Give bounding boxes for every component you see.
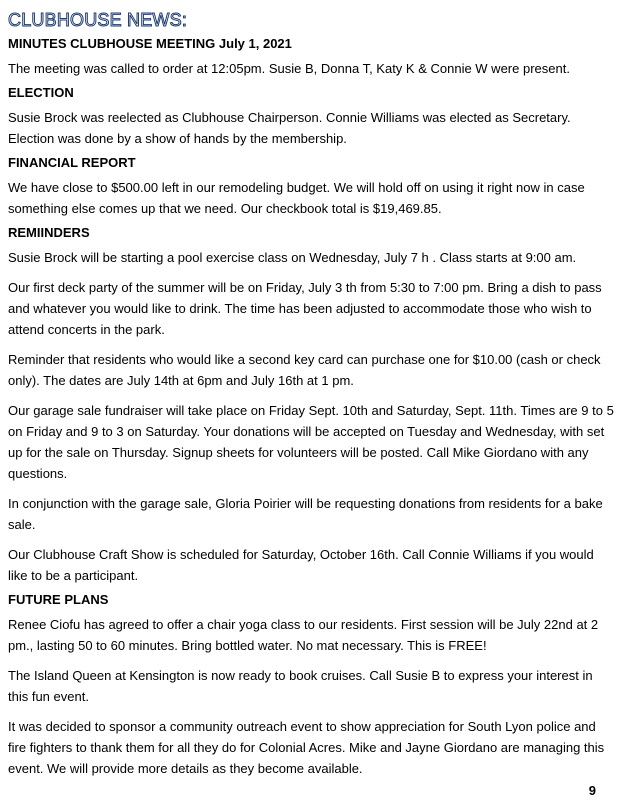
reminder-paragraph: Our garage sale fundraiser will take place on Friday Sept. 10th and Saturday, Sept. 11th. Times are 9 to 5 on Friday and 9 to 3 on Saturday. Your donations will be accepted on Tuesday and Wednesday, with set up for the sale on Thursday. Signup sheets for volunteers will be posted. Call Mike Giordano with any questions. (8, 403, 614, 481)
reminder-paragraph: Susie Brock will be starting a pool exercise class on Wednesday, July 7 h . Class starts at 9:00 am. (8, 250, 577, 265)
newsletter-title: CLUBHOUSE NEWS: (8, 10, 188, 30)
page-number: 9 (588, 783, 596, 798)
election-paragraph: Susie Brock was reelected as Clubhouse Chairperson. Connie Williams was elected as Secretary. Election was done by a show of hands by the membership. (8, 110, 571, 146)
future-plans-paragraph: Renee Ciofu has agreed to offer a chair yoga class to our residents. First session will be July 22nd at 2 pm., lasting 50 to 60 minutes. Bring bottled water. No mat necessary. This is FREE! (8, 617, 599, 653)
reminder-paragraph: Our Clubhouse Craft Show is scheduled for Saturday, October 16th. Call Connie Williams if you would like to be a participant. (8, 547, 594, 583)
minutes-paragraph: The meeting was called to order at 12:05pm. Susie B, Donna T, Katy K & Connie W were present. (8, 61, 570, 76)
section-heading-election: ELECTION (8, 85, 74, 100)
reminder-paragraph: In conjunction with the garage sale, Gloria Poirier will be requesting donations from residents for a bake sale. (8, 496, 603, 532)
newsletter-page (8, 10, 616, 779)
future-plans-paragraph: The Island Queen at Kensington is now ready to book cruises. Call Susie B to express your interest in this fun event. (8, 668, 593, 704)
reminder-paragraph: Our first deck party of the summer will be on Friday, July 3 th from 5:30 to 7:00 pm. Bring a dish to pass and whatever you would like to drink. The time has been adjusted to accommodate those who wish to attend concerts in the park. (8, 280, 602, 337)
section-heading-reminders: REMIINDERS (8, 225, 90, 240)
future-plans-paragraph: It was decided to sponsor a community outreach event to show appreciation for South Lyon police and fire fighters to thank them for all they do for Colonial Acres. Mike and Jayne Giordano are managing this event. We will provide more details as they become available. (8, 719, 605, 776)
reminder-paragraph: Reminder that residents who would like a second key card can purchase one for $10.00 (cash or check only). The dates are July 14th at 6pm and July 16th at 1 pm. (8, 352, 601, 388)
financial-paragraph: We have close to $500.00 left in our remodeling budget. We will hold off on using it right now in case something else comes up that we need. Our checkbook total is $19,469.85. (8, 180, 585, 216)
section-heading-financial: FINANCIAL REPORT (8, 155, 136, 170)
section-heading-future-plans: FUTURE PLANS (8, 592, 109, 607)
section-heading-minutes: MINUTES CLUBHOUSE MEETING July 1, 2021 (8, 36, 292, 51)
